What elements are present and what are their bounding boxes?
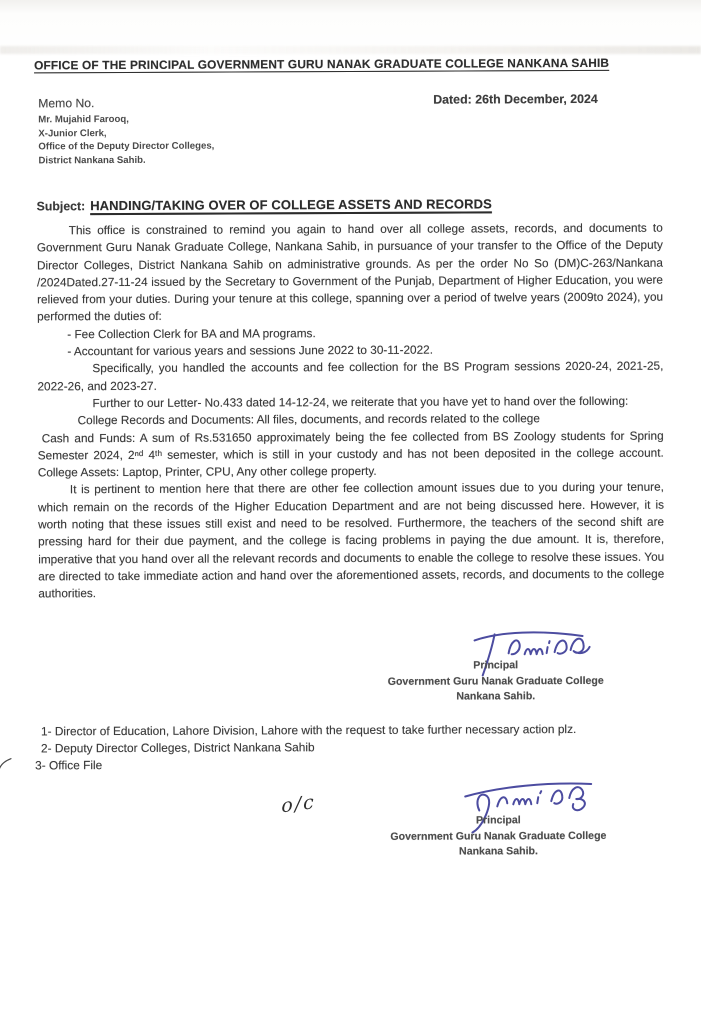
addressee-block bbox=[38, 113, 214, 168]
signatory-title: Principal bbox=[475, 814, 521, 827]
duty-item-fee-clerk: - Fee Collection Clerk for BA and MA programs. bbox=[67, 325, 316, 342]
signatory-org: Government Guru Nanak Graduate College bbox=[387, 674, 604, 688]
cc-list bbox=[35, 721, 577, 775]
addressee-office: Office of the Deputy Director Colleges, bbox=[38, 140, 215, 153]
paragraph-intro: This office is constrained to remind you again to hand over all college assets, records, and documents to Government Guru Nanak Graduate College, Nankana Sahib, in pursuance of your transfer to the Office of the Deputy Director Colleges, District Nankana Sahib on administrative grounds. As per the order No So (DM)C-263/Nankana /2024Dated.27-11-24 issued by the Secretary to Government of the Punjab, Department of Higher Education, you were relieved from your duties. During your tenure at this college, spanning over a period of twelve years (2009to 2024), you performed the duties of: bbox=[36, 220, 664, 324]
subject-title: HANDING/TAKING OVER OF COLLEGE ASSETS AND RECORDS bbox=[90, 196, 492, 214]
duty-item-accountant: - Accountant for various years and sessions June 2022 to 30-11-2022. bbox=[67, 342, 434, 359]
cc-item-director: 1- Director of Education, Lahore Division, Lahore with the request to take further necessary action plz. bbox=[40, 722, 577, 739]
signature-block-upper bbox=[371, 658, 621, 706]
oc-handwritten-note: o/c bbox=[281, 790, 316, 818]
cc-item-deputy-director: 2- Deputy Director Colleges, District Nankana Sahib bbox=[40, 740, 315, 756]
paragraph-further: Further to our Letter- No.433 dated 14-12-24, we reiterate that you have yet to hand over the following: bbox=[92, 393, 629, 411]
addressee-name: Mr. Mujahid Farooq, bbox=[38, 113, 129, 126]
check-icon bbox=[0, 754, 17, 776]
cash-and-assets-item: Cash and Funds: A sum of Rs.531650 approximately being the fee collected from BS Zoology students for Spring Semester 2024, 2ⁿᵈ 4ᵗʰ semester, which is still in your custody and has not been deposited in the college account. College Assets: Laptop, Printer, CPU, Any other college property. bbox=[37, 428, 664, 480]
date-line: Dated: 26th December, 2024 bbox=[433, 91, 598, 107]
addressee-district: District Nankana Sahib. bbox=[38, 154, 146, 167]
signatory-place: Nankana Sahib. bbox=[459, 845, 538, 858]
office-letterhead-title: OFFICE OF THE PRINCIPAL GOVERNMENT GURU NANAK GRADUATE COLLEGE NANKANA SAHIB bbox=[34, 55, 610, 73]
subject-line bbox=[37, 195, 667, 216]
records-item: College Records and Documents: All files, documents, and records related to the college bbox=[77, 411, 540, 428]
signature-block-lower bbox=[373, 813, 623, 861]
signatory-place: Nankana Sahib. bbox=[456, 690, 536, 703]
memo-number-label: Memo No. bbox=[38, 96, 95, 111]
addressee-designation: X-Junior Clerk, bbox=[38, 127, 107, 139]
paragraph-specifically: Specifically, you handled the accounts and fee collection for the BS Program sessions 2020-24, 2021-25, 2022-26, and 2023-27. bbox=[37, 359, 664, 394]
paragraph-pertinent: It is pertinent to mention here that there are other fee collection amount issues due to you during your tenure, which remain on the records of the Higher Education Department and are not being discussed here. However, it is worth noting that these issues still exist and need to be resolved. Furthermore, the teachers of the second shift are pressing hard for their due payment, and the college is facing problems in paying the due amount. It is, therefore, imperative that you hand over all the relevant records and documents to enable the college to resolve these issues. You are directed to take immediate action and hand over the aforementioned assets, records, and documents to the college authorities. bbox=[37, 480, 665, 601]
signatory-title: Principal bbox=[473, 659, 519, 672]
letter-body bbox=[37, 220, 665, 603]
signatory-org: Government Guru Nanak Graduate College bbox=[390, 829, 607, 843]
subject-label: Subject: bbox=[36, 199, 86, 214]
cc-item-office-file: 3- Office File bbox=[35, 758, 103, 773]
